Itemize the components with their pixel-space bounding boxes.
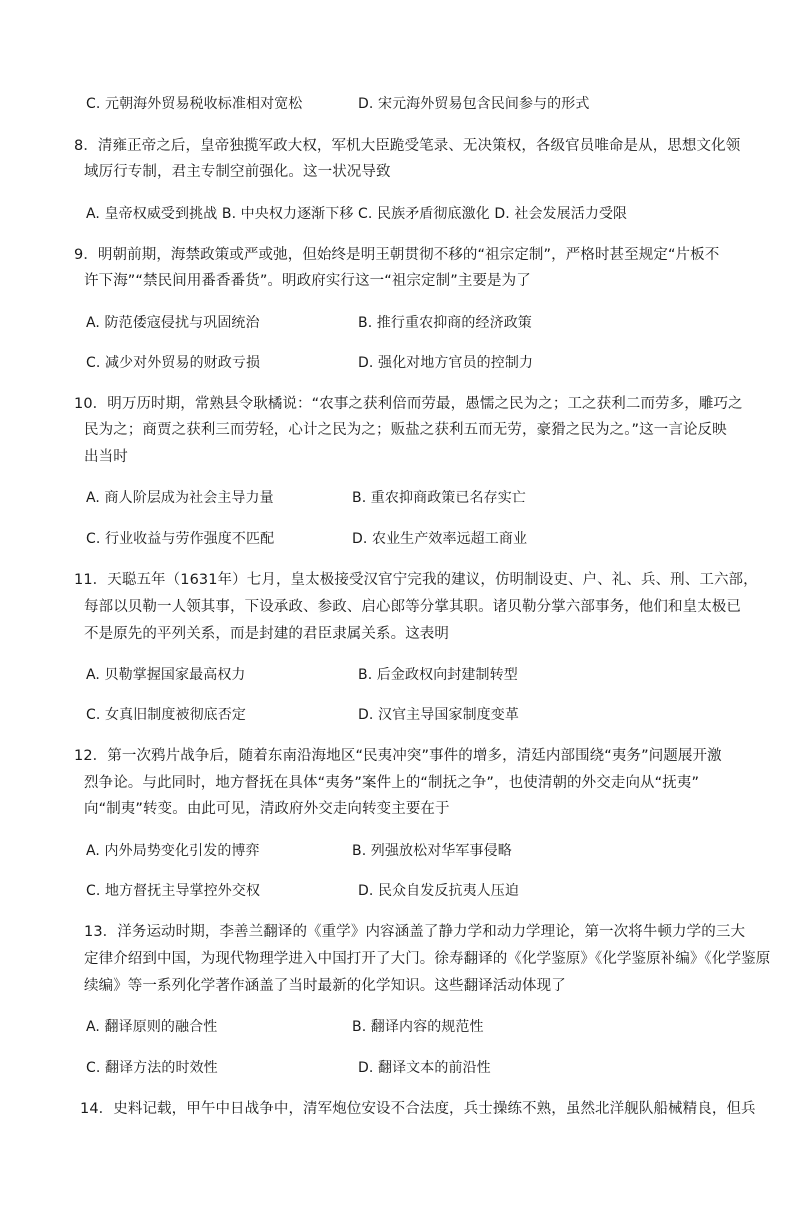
q10-stem-line1: 10．明万历时期，常熟县令耿橘说：“农事之获利倍而劳最，愚懦之民为之；工之获利二而劳多，雕巧之 (74, 396, 743, 412)
q11-option-d: D. 汉官主导国家制度变革 (358, 707, 519, 723)
q8-stem-line1: 8．清雍正帝之后，皇帝独揽军政大权，军机大臣跪受笔录、无决策权，各级官员唯命是从，思想文化领 (74, 138, 741, 154)
q13-option-b: B. 翻译内容的规范性 (352, 1019, 484, 1035)
q12-stem-line2: 烈争论。与此同时，地方督抚在具体“夷务”案件上的“制抚之争”，也使清朝的外交走向从“抚夷” (84, 775, 700, 791)
q12-option-c: C. 地方督抚主导掌控外交权 (86, 883, 261, 899)
q14-stem-line1: 14．史料记载，甲午中日战争中，清军炮位安设不合法度，兵士操练不熟，虽然北洋舰队船械精良，但兵 (80, 1101, 756, 1117)
q9-stem-line1: 9．明朝前期，海禁政策或严或弛，但始终是明王朝贯彻不移的“祖宗定制”，严格时甚至规定“片板不 (74, 247, 720, 263)
q10-option-a: A. 商人阶层成为社会主导力量 (86, 490, 274, 506)
q11-stem-line3: 不是原先的平列关系，而是封建的君臣隶属关系。这表明 (84, 626, 449, 642)
q8-stem-line2: 域厉行专制，君主专制空前强化。这一状况导致 (84, 164, 391, 180)
q11-option-a: A. 贝勒掌握国家最高权力 (86, 667, 246, 683)
q10-option-c: C. 行业收益与劳作强度不匹配 (86, 531, 275, 547)
q13-option-a: A. 翻译原则的融合性 (86, 1019, 218, 1035)
q11-option-b: B. 后金政权向封建制转型 (358, 667, 518, 683)
q11-option-c: C. 女真旧制度被彻底否定 (86, 707, 246, 723)
q13-stem-line3: 续编》等一系列化学著作涵盖了当时最新的化学知识。这些翻译活动体现了 (84, 978, 566, 994)
q10-stem-line3: 出当时 (84, 449, 128, 465)
q9-option-d: D. 强化对地方官员的控制力 (358, 355, 534, 371)
q9-option-a: A. 防范倭寇侵扰与巩固统治 (86, 315, 260, 331)
q8-options: A. 皇帝权威受到挑战 B. 中央权力逐渐下移 C. 民族矛盾彻底激化 D. 社会发展活力受限 (86, 206, 628, 222)
q12-option-d: D. 民众自发反抗夷人压迫 (358, 883, 519, 899)
q12-option-b: B. 列强放松对华军事侵略 (352, 843, 512, 859)
q7-option-c: C. 元朝海外贸易税收标准相对宽松 (86, 96, 303, 112)
q9-stem-line2: 许下海”“禁民间用番香番货”。明政府实行这一“祖宗定制”主要是为了 (84, 273, 531, 289)
q11-stem-line2: 每部以贝勒一人领其事，下设承政、参政、启心郎等分掌其职。诸贝勒分掌六部事务，他们和皇太极已 (84, 599, 741, 615)
q12-stem-line3: 向“制夷”转变。由此可见，清政府外交走向转变主要在于 (84, 801, 450, 817)
q13-option-c: C. 翻译方法的时效性 (86, 1060, 218, 1076)
q13-stem-line2: 定律介绍到中国，为现代物理学进入中国打开了大门。徐寿翻译的《化学鉴原》《化学鉴原补编》《化学鉴原 (84, 951, 771, 967)
q12-option-a: A. 内外局势变化引发的博弈 (86, 843, 260, 859)
q9-option-b: B. 推行重农抑商的经济政策 (358, 315, 532, 331)
q7-option-d: D. 宋元海外贸易包含民间参与的形式 (358, 96, 590, 112)
q11-stem-line1: 11．天聪五年（1631年）七月，皇太极接受汉官宁完我的建议，仿明制设吏、户、礼、兵、刑、工六部， (74, 572, 758, 588)
q13-stem-line1: 13．洋务运动时期，李善兰翻译的《重学》内容涵盖了静力学和动力学理论，第一次将牛顿力学的三大 (84, 924, 746, 940)
q10-option-b: B. 重农抑商政策已名存实亡 (352, 490, 526, 506)
q12-stem-line1: 12．第一次鸦片战争后，随着东南沿海地区“民夷冲突”事件的增多，清廷内部围绕“夷务”问题展开激 (74, 748, 722, 764)
q13-option-d: D. 翻译文本的前沿性 (358, 1060, 491, 1076)
q10-option-d: D. 农业生产效率远超工商业 (352, 531, 528, 547)
q10-stem-line2: 民为之；商贾之获利三而劳轻，心计之民为之；贩盐之获利五而无劳，豪猾之民为之。”这一言论反映 (84, 422, 727, 438)
q9-option-c: C. 减少对外贸易的财政亏损 (86, 355, 261, 371)
